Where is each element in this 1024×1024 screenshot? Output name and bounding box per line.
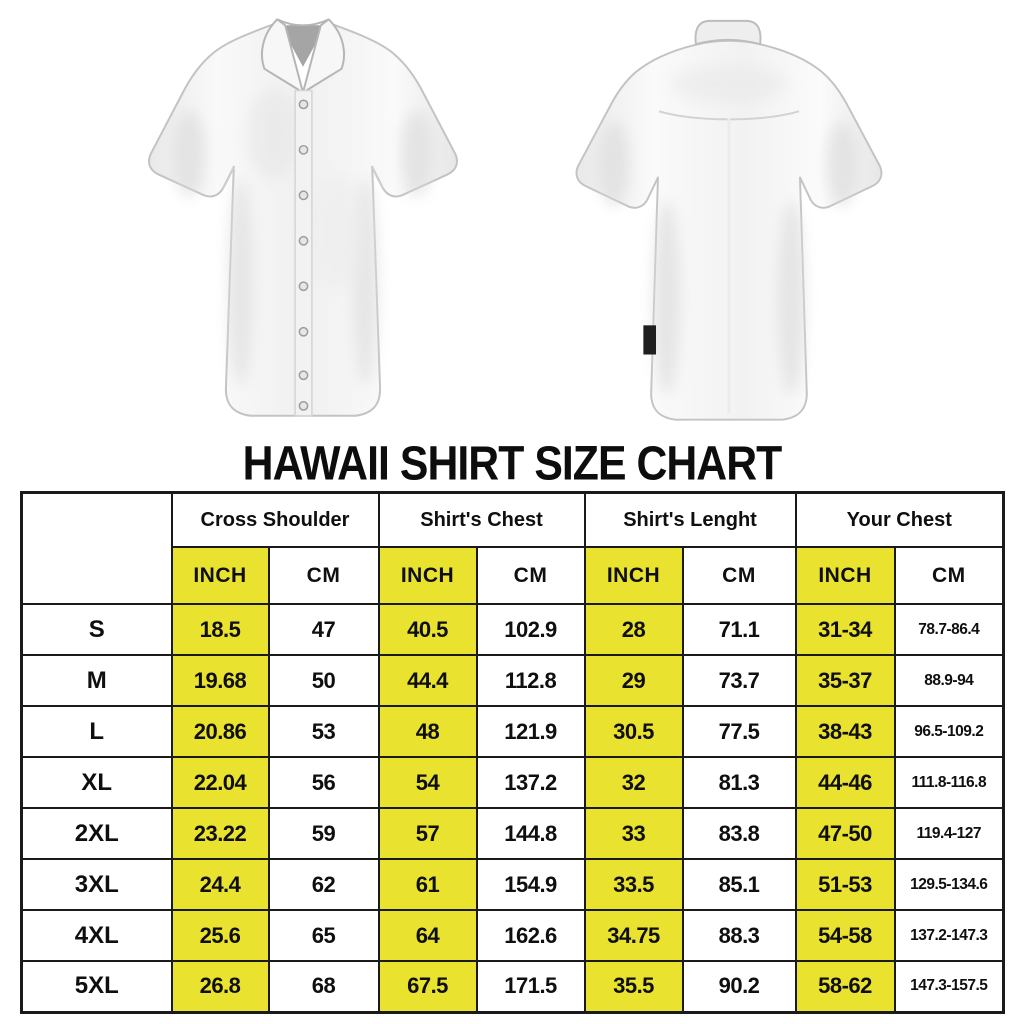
size-label: 3XL (22, 859, 172, 910)
table-row-s (22, 604, 1004, 655)
value-cell: 64 (379, 910, 477, 961)
shirt-back-image (553, 16, 903, 449)
value-cell: 47 (269, 604, 379, 655)
value-cell: 18.5 (172, 604, 269, 655)
value-cell: 29 (585, 655, 683, 706)
value-cell: 88.9-94 (895, 655, 1004, 706)
shirt-back-svg (553, 16, 903, 444)
shirt-front-svg (130, 4, 476, 442)
value-cell: 25.6 (172, 910, 269, 961)
value-cell: 31-34 (796, 604, 895, 655)
value-cell: 71.1 (683, 604, 796, 655)
size-label: L (22, 706, 172, 757)
value-cell: 171.5 (477, 961, 585, 1012)
value-cell: 96.5-109.2 (895, 706, 1004, 757)
table-row-5xl (22, 961, 1004, 1012)
value-cell: 111.8-116.8 (895, 757, 1004, 808)
unit-header-inch: INCH (796, 547, 895, 604)
column-group-your-chest: Your Chest (796, 493, 1004, 548)
value-cell: 121.9 (477, 706, 585, 757)
unit-header-cm: CM (477, 547, 585, 604)
unit-header-cm: CM (683, 547, 796, 604)
value-cell: 85.1 (683, 859, 796, 910)
unit-header-inch: INCH (379, 547, 477, 604)
value-cell: 53 (269, 706, 379, 757)
column-group-shirts-chest: Shirt's Chest (379, 493, 585, 548)
value-cell: 137.2 (477, 757, 585, 808)
unit-header-inch: INCH (585, 547, 683, 604)
unit-header-inch: INCH (172, 547, 269, 604)
value-cell: 23.22 (172, 808, 269, 859)
value-cell: 73.7 (683, 655, 796, 706)
value-cell: 137.2-147.3 (895, 910, 1004, 961)
value-cell: 35.5 (585, 961, 683, 1012)
value-cell: 32 (585, 757, 683, 808)
value-cell: 24.4 (172, 859, 269, 910)
table-row-4xl (22, 910, 1004, 961)
value-cell: 48 (379, 706, 477, 757)
value-cell: 129.5-134.6 (895, 859, 1004, 910)
value-cell: 65 (269, 910, 379, 961)
value-cell: 22.04 (172, 757, 269, 808)
column-group-cross-shoulder: Cross Shoulder (172, 493, 379, 548)
table-row-l (22, 706, 1004, 757)
collar-stand (696, 21, 761, 44)
value-cell: 33.5 (585, 859, 683, 910)
value-cell: 44-46 (796, 757, 895, 808)
value-cell: 154.9 (477, 859, 585, 910)
value-cell: 59 (269, 808, 379, 859)
size-label: XL (22, 757, 172, 808)
value-cell: 26.8 (172, 961, 269, 1012)
value-cell: 147.3-157.5 (895, 961, 1004, 1012)
value-cell: 81.3 (683, 757, 796, 808)
value-cell: 40.5 (379, 604, 477, 655)
value-cell: 47-50 (796, 808, 895, 859)
value-cell: 56 (269, 757, 379, 808)
value-cell: 44.4 (379, 655, 477, 706)
value-cell: 54-58 (796, 910, 895, 961)
value-cell: 20.86 (172, 706, 269, 757)
value-cell: 68 (269, 961, 379, 1012)
size-label: 5XL (22, 961, 172, 1012)
column-group-shirts-lenght: Shirt's Lenght (585, 493, 796, 548)
hem-tag (643, 325, 656, 354)
value-cell: 38-43 (796, 706, 895, 757)
page-title: HAWAII SHIRT SIZE CHART (242, 435, 782, 491)
group-header-row (22, 493, 1004, 548)
size-chart-table (20, 491, 1005, 1014)
value-cell: 58-62 (796, 961, 895, 1012)
value-cell: 144.8 (477, 808, 585, 859)
unit-header-cm: CM (269, 547, 379, 604)
value-cell: 77.5 (683, 706, 796, 757)
size-label: S (22, 604, 172, 655)
value-cell: 78.7-86.4 (895, 604, 1004, 655)
shirt-front-image (130, 4, 476, 447)
value-cell: 30.5 (585, 706, 683, 757)
value-cell: 50 (269, 655, 379, 706)
value-cell: 57 (379, 808, 477, 859)
table-row-2xl (22, 808, 1004, 859)
value-cell: 61 (379, 859, 477, 910)
value-cell: 28 (585, 604, 683, 655)
value-cell: 35-37 (796, 655, 895, 706)
value-cell: 162.6 (477, 910, 585, 961)
unit-header-cm: CM (895, 547, 1004, 604)
value-cell: 54 (379, 757, 477, 808)
button-placket (295, 91, 312, 416)
value-cell: 34.75 (585, 910, 683, 961)
table-row-xl (22, 757, 1004, 808)
value-cell: 19.68 (172, 655, 269, 706)
size-label: 2XL (22, 808, 172, 859)
value-cell: 33 (585, 808, 683, 859)
value-cell: 83.8 (683, 808, 796, 859)
value-cell: 67.5 (379, 961, 477, 1012)
value-cell: 51-53 (796, 859, 895, 910)
size-label: M (22, 655, 172, 706)
value-cell: 119.4-127 (895, 808, 1004, 859)
value-cell: 102.9 (477, 604, 585, 655)
size-label: 4XL (22, 910, 172, 961)
value-cell: 88.3 (683, 910, 796, 961)
corner-cell (22, 493, 172, 605)
value-cell: 112.8 (477, 655, 585, 706)
table-row-3xl (22, 859, 1004, 910)
table-row-m (22, 655, 1004, 706)
value-cell: 90.2 (683, 961, 796, 1012)
value-cell: 62 (269, 859, 379, 910)
